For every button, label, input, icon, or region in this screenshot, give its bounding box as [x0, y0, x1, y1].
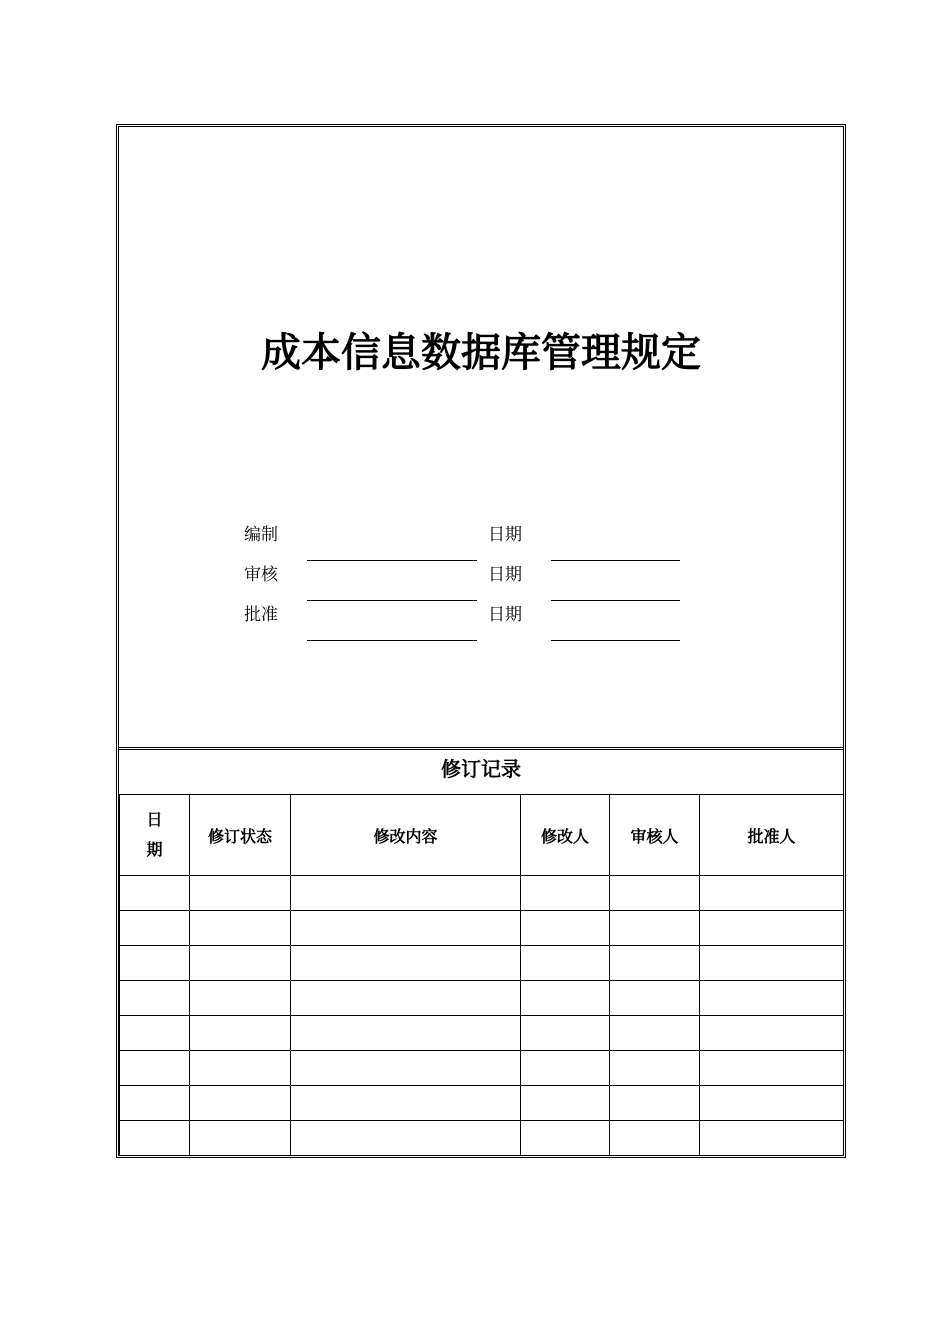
table-cell: [120, 1086, 190, 1121]
table-cell: [521, 946, 610, 981]
table-cell: [610, 946, 700, 981]
section-divider: [119, 747, 843, 750]
table-cell: [610, 876, 700, 911]
table-row: [120, 981, 844, 1016]
approved-by-label: 批准: [244, 605, 278, 625]
table-cell: [291, 1086, 521, 1121]
table-cell: [120, 911, 190, 946]
approved-date-line: [551, 640, 680, 641]
table-cell: [291, 1121, 521, 1156]
table-cell: [521, 1086, 610, 1121]
table-cell: [291, 1016, 521, 1051]
table-cell: [190, 911, 291, 946]
revision-table: [119, 794, 844, 1156]
table-row: [120, 876, 844, 911]
table-cell: [120, 1016, 190, 1051]
table-cell: [521, 911, 610, 946]
table-cell: [291, 911, 521, 946]
table-row: [120, 1051, 844, 1086]
document-title: 成本信息数据库管理规定: [261, 330, 701, 376]
header-date-char1: 日: [146, 810, 163, 829]
revision-record-title: 修订记录: [441, 757, 521, 781]
approved-date-label: 日期: [488, 605, 522, 625]
table-cell: [521, 1121, 610, 1156]
table-cell: [610, 1051, 700, 1086]
table-cell: [610, 1121, 700, 1156]
header-date: [120, 795, 190, 876]
table-cell: [610, 1086, 700, 1121]
header-status: 修订状态: [190, 795, 291, 876]
table-cell: [700, 1121, 844, 1156]
table-cell: [291, 1051, 521, 1086]
header-modifier: 修改人: [521, 795, 610, 876]
table-cell: [120, 1051, 190, 1086]
revision-table-header: [120, 795, 844, 876]
reviewed-date-label: 日期: [488, 565, 522, 585]
table-cell: [120, 876, 190, 911]
table-cell: [610, 981, 700, 1016]
table-cell: [521, 981, 610, 1016]
table-cell: [190, 1121, 291, 1156]
table-cell: [610, 1016, 700, 1051]
table-cell: [700, 981, 844, 1016]
table-cell: [291, 981, 521, 1016]
table-cell: [610, 911, 700, 946]
table-cell: [291, 876, 521, 911]
header-approver: 批准人: [700, 795, 844, 876]
prepared-date-label: 日期: [488, 525, 522, 545]
table-cell: [521, 876, 610, 911]
reviewed-date-line: [551, 600, 680, 601]
table-cell: [291, 946, 521, 981]
table-row: [120, 1016, 844, 1051]
prepared-by-label: 编制: [244, 525, 278, 545]
reviewed-by-line: [307, 600, 477, 601]
table-cell: [700, 946, 844, 981]
table-row: [120, 911, 844, 946]
table-cell: [120, 981, 190, 1016]
table-cell: [120, 946, 190, 981]
table-cell: [190, 946, 291, 981]
table-cell: [700, 1051, 844, 1086]
table-cell: [190, 981, 291, 1016]
table-cell: [700, 876, 844, 911]
table-cell: [700, 1016, 844, 1051]
prepared-by-line: [307, 560, 477, 561]
table-cell: [190, 1016, 291, 1051]
header-content: 修改内容: [291, 795, 521, 876]
approved-by-line: [307, 640, 477, 641]
table-cell: [190, 876, 291, 911]
header-reviewer: 审核人: [610, 795, 700, 876]
table-cell: [521, 1016, 610, 1051]
table-row: [120, 946, 844, 981]
table-cell: [700, 911, 844, 946]
table-row: [120, 1086, 844, 1121]
table-cell: [700, 1086, 844, 1121]
table-row: [120, 1121, 844, 1156]
table-cell: [521, 1051, 610, 1086]
header-date-char2: 期: [146, 840, 163, 859]
table-cell: [190, 1086, 291, 1121]
document-frame: [116, 124, 846, 1158]
table-cell: [190, 1051, 291, 1086]
table-cell: [120, 1121, 190, 1156]
reviewed-by-label: 审核: [244, 565, 278, 585]
prepared-date-line: [551, 560, 680, 561]
